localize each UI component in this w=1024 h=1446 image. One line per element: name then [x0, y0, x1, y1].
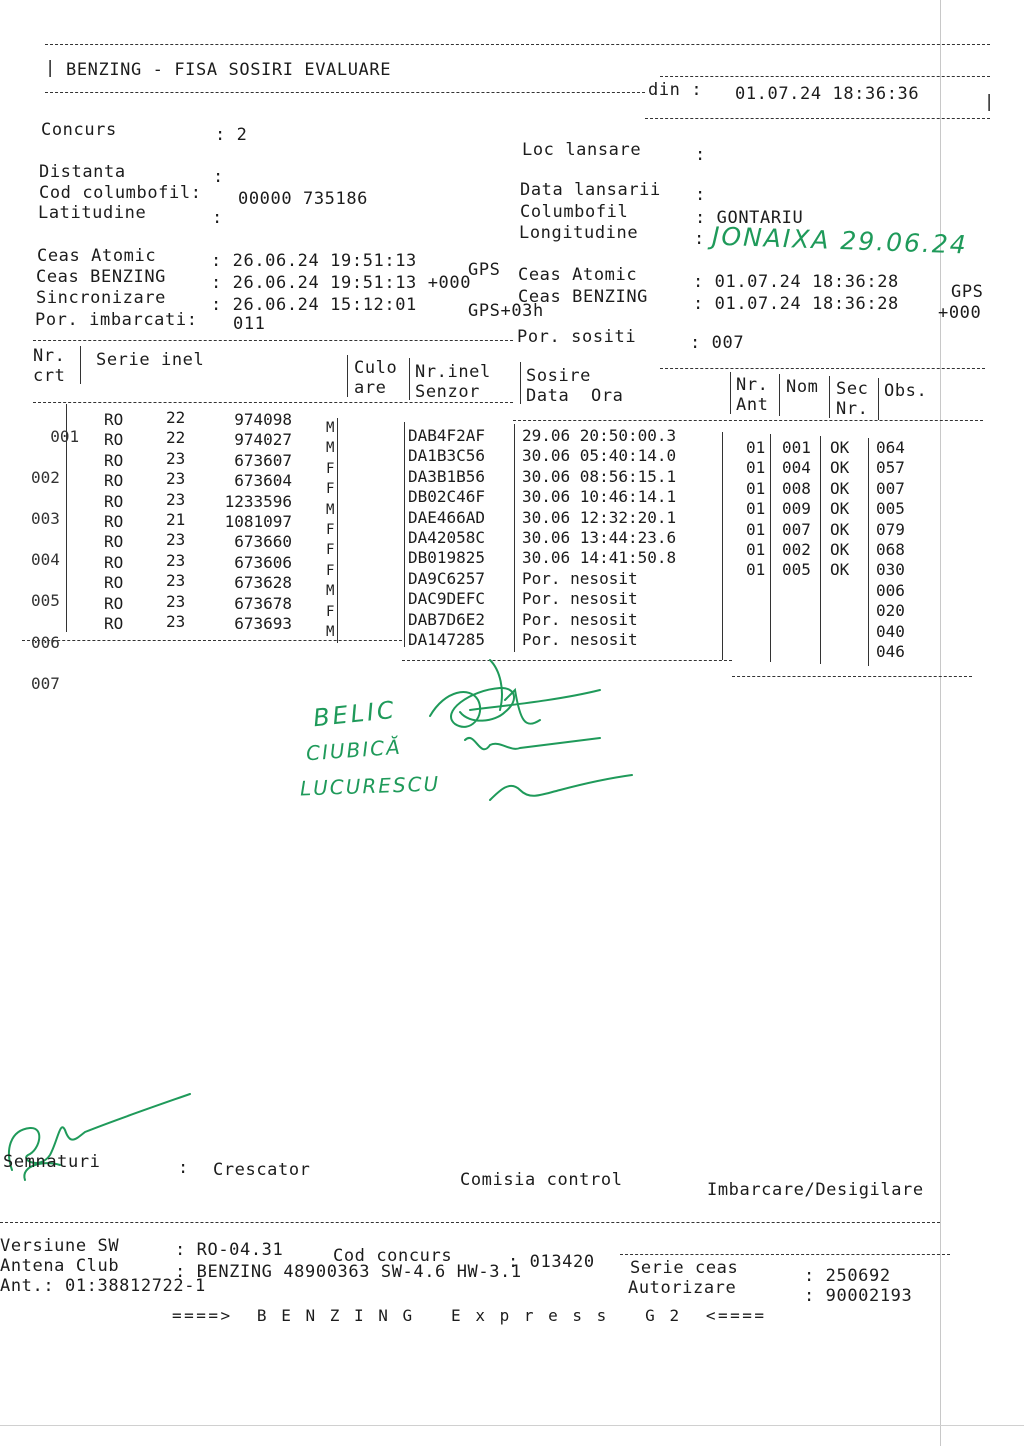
table-cell-an: 23 [166, 571, 186, 591]
paper-edge-bottom [0, 1425, 1024, 1426]
distanta-value: : [213, 167, 224, 187]
table-cell-sosire: Por. nesosit [522, 630, 638, 649]
column-divider [514, 424, 515, 652]
table-cell-an: 23 [166, 550, 186, 570]
column-divider [722, 432, 723, 660]
divider [513, 420, 983, 421]
signature-stroke [490, 775, 632, 800]
ceas-atomic-right-value: : 01.07.24 18:36:28 [693, 272, 899, 292]
distanta-label: Distanta [39, 162, 126, 182]
header-bar: | [45, 58, 56, 78]
table-cell-tara: RO [104, 450, 124, 470]
table-cell-sec: OK [830, 499, 850, 519]
table-cell-tara: RO [104, 430, 124, 450]
table-cell-an: 23 [166, 612, 186, 631]
ceas-benzing-right-value: : 01.07.24 18:36:28 [693, 294, 899, 314]
table-cell-tara: RO [104, 491, 124, 511]
table-cell-tara: RO [104, 512, 124, 531]
table-cell-sec: OK [830, 438, 850, 457]
table-cell-obs: 068 [876, 540, 905, 559]
column-divider [66, 404, 67, 632]
page-title: BENZING - FISA SOSIRI EVALUARE [66, 60, 392, 80]
table-cell-sosire: 30.06 05:40:14.0 [522, 446, 677, 466]
table-cell-an: 23 [166, 530, 186, 550]
ceas-benzing-right-suffix: +000 [938, 303, 982, 323]
loc-lansare-value: : [695, 145, 706, 165]
table-cell-ant: 01 [746, 499, 766, 519]
handwritten-name: BELIC [311, 695, 399, 733]
table-cell-nom: 002 [782, 540, 811, 559]
table-cell-nom: 008 [782, 478, 811, 498]
autorizare-label: Autorizare [628, 1278, 737, 1298]
imbarcare-desigilare-label: Imbarcare/Desigilare [707, 1180, 924, 1200]
col-header-nr-inel-senzor: Nr.inel Senzor [415, 362, 491, 402]
table-cell-tara: RO [104, 410, 124, 429]
ceas-atomic-value: : 26.06.24 19:51:13 [211, 251, 417, 271]
sincronizare-label: Sincronizare [36, 288, 167, 308]
antena-club-value: : BENZING 48900363 SW-4.6 HW-3.1 [175, 1262, 522, 1282]
cod-concurs-label: Cod concurs [333, 1246, 453, 1266]
table-cell-sex: F [326, 562, 335, 579]
table-cell-sex: F [326, 522, 335, 538]
paper-edge [940, 0, 941, 1446]
table-cell-an: 23 [166, 448, 186, 468]
table-cell-nr: 673607 [234, 450, 292, 470]
table-cell-obs: 005 [876, 499, 905, 519]
table-cell-sex: M [326, 420, 335, 436]
divider [0, 1222, 940, 1223]
table-cell-sex: M [326, 583, 335, 600]
nr-crt-cell: 007 [31, 673, 60, 693]
table-cell-senzor: DB02C46F [408, 487, 486, 507]
col-header-serie-inel: Serie inel [96, 350, 205, 370]
table-cell-sec: OK [830, 560, 850, 580]
table-cell-nr: 673604 [234, 471, 292, 491]
sincronizare-value: : 26.06.24 15:12:01 [211, 295, 417, 315]
semnaturi-label: Semnaturi [3, 1152, 101, 1172]
table-cell-nr: 673628 [234, 573, 292, 593]
table-cell-sosire: 30.06 10:46:14.1 [522, 487, 677, 507]
table-cell-sex: F [326, 603, 335, 620]
date-value: 01.07.24 18:36:36 [735, 84, 920, 104]
brand-banner: ====> B E N Z I N G E x p r e s s G 2 <==== [172, 1306, 767, 1325]
sincronizare-suffix: GPS+03h [468, 301, 544, 321]
column-divider [878, 378, 879, 420]
date-label: din : [648, 80, 703, 100]
col-header-nr-crt: Nr. crt [33, 346, 66, 386]
table-cell-ant: 01 [746, 560, 766, 580]
longitudine-value: : [694, 229, 705, 249]
serie-ceas-label: Serie ceas [630, 1258, 739, 1278]
table-cell-sosire: Por. nesosit [522, 568, 638, 588]
table-cell-nr: 1081097 [224, 512, 292, 531]
longitudine-label: Longitudine [519, 223, 639, 243]
table-cell-nr: 974098 [234, 410, 292, 429]
table-cell-sec: OK [830, 540, 850, 559]
table-cell-nr: 1233596 [224, 491, 292, 511]
nr-crt-column [31, 406, 79, 694]
columbofil-label: Columbofil [520, 202, 629, 222]
ceas-atomic-suffix: GPS [468, 260, 501, 280]
table-cell-senzor: DA42058C [408, 528, 486, 547]
antena-club-label: Antena Club [0, 1256, 120, 1276]
signature-stroke [465, 738, 600, 749]
table-cell-obs: 064 [876, 438, 905, 457]
divider [22, 640, 402, 641]
divider [660, 368, 985, 369]
serie-ceas-value: : 250692 [804, 1266, 891, 1286]
nr-crt-cell: 002 [31, 467, 60, 487]
table-cell-tara: RO [104, 573, 124, 593]
table-cell-sosire: Por. nesosit [522, 589, 638, 609]
divider [645, 118, 990, 119]
table-cell-senzor: DAE466AD [408, 507, 486, 527]
table-cell-obs: 040 [876, 621, 905, 641]
column-divider [779, 374, 780, 416]
table-cell-tara: RO [104, 471, 124, 491]
concurs-label: Concurs [41, 120, 117, 140]
table-cell-sec: OK [830, 519, 850, 539]
column-divider [868, 438, 869, 666]
nr-crt-cell: 006 [31, 632, 60, 652]
table-cell-obs: 006 [876, 580, 905, 600]
column-divider [829, 376, 830, 418]
table-cell-senzor: DAB4F2AF [408, 426, 486, 445]
table-cell-nr: 673606 [234, 552, 292, 572]
nr-crt-cell: 005 [31, 591, 60, 611]
table-cell-sex: F [326, 481, 335, 498]
table-cell-an: 23 [166, 469, 186, 489]
ceas-benzing-right-label: Ceas BENZING [518, 287, 649, 307]
signature-stroke [470, 690, 600, 710]
table-cell-an: 23 [166, 591, 186, 611]
table-cell-ant: 01 [746, 478, 766, 498]
table-cell-obs: 007 [876, 478, 905, 498]
table-cell-tara: RO [104, 532, 124, 552]
col-header-nr-ant: Nr. Ant [736, 375, 769, 415]
table-cell-nr: 673660 [234, 532, 292, 552]
table-cell-senzor: DA3B1B56 [408, 466, 486, 486]
ceas-atomic-right-label: Ceas Atomic [518, 265, 638, 285]
semnaturi-colon: : [178, 1158, 189, 1178]
columbofil-value: : GONTARIU [695, 208, 804, 228]
divider [45, 92, 645, 93]
cod-columbofil-label: Cod columbofil: [39, 183, 202, 203]
col-header-sec-nr: Sec Nr. [836, 379, 869, 419]
table-cell-sosire: 30.06 14:41:50.8 [522, 548, 677, 568]
table-cell-sex: M [326, 624, 335, 640]
table-cell-tara: RO [104, 614, 124, 633]
cod-columbofil-value: 00000 735186 [238, 189, 369, 209]
por-imbarcati-label: Por. imbarcati: [35, 310, 198, 330]
autorizare-value: : 90002193 [804, 1286, 913, 1306]
por-sositi-label: Por. sositi [517, 327, 637, 347]
table-cell-nom: 004 [782, 458, 811, 478]
col-header-obs: Obs. [884, 381, 928, 401]
concurs-value: : 2 [215, 125, 248, 145]
column-divider [337, 418, 338, 643]
versiune-sw-value: : RO-04.31 [175, 1240, 284, 1260]
table-cell-senzor: DB019825 [408, 548, 486, 568]
divider [660, 76, 990, 77]
handwritten-note: JONAIXA 29.06.24 [711, 221, 969, 260]
column-divider [409, 358, 410, 400]
nr-crt-cell: 003 [31, 508, 60, 528]
latitudine-label: Latitudine [38, 203, 147, 223]
loc-lansare-label: Loc lansare [522, 140, 642, 160]
table-cell-nom: 009 [782, 499, 811, 519]
divider [732, 676, 972, 677]
table-cell-obs: 046 [876, 642, 905, 661]
data-lansarii-label: Data lansarii [520, 180, 661, 200]
table-cell-senzor: DA147285 [408, 630, 486, 649]
table-cell-senzor: DAB7D6E2 [408, 609, 486, 629]
table-cell-obs: 030 [876, 560, 905, 580]
table-cell-senzor: DA1B3C56 [408, 446, 486, 466]
col-header-nom: Nom [786, 377, 819, 397]
column-divider [404, 422, 405, 647]
table-cell-ant: 01 [746, 458, 766, 478]
handwritten-name: LUCURESCU [299, 771, 441, 801]
ceas-benzing-value: : 26.06.24 19:51:13 +000 [211, 273, 472, 293]
table-cell-nr: 974027 [234, 430, 292, 450]
divider [620, 1254, 950, 1255]
antenna-id: Ant.: 01:38812722-1 [0, 1276, 206, 1296]
table-cell-nom: 007 [782, 519, 811, 539]
table-cell-obs: 079 [876, 519, 905, 539]
divider [45, 44, 990, 45]
table-cell-sosire: 29.06 20:50:00.3 [522, 426, 677, 445]
table-cell-sosire: 30.06 12:32:20.1 [522, 507, 677, 527]
divider [33, 340, 513, 341]
table-cell-ant: 01 [746, 540, 766, 559]
column-divider [770, 434, 771, 662]
table-cell-obs: 020 [876, 601, 905, 621]
table-cell-tara: RO [104, 593, 124, 613]
ceas-benzing-label: Ceas BENZING [36, 267, 167, 287]
por-sositi-value: : 007 [690, 333, 745, 353]
crescator-label: Crescator [213, 1160, 311, 1180]
column-divider [520, 362, 521, 404]
table-cell-nom: 005 [782, 560, 811, 580]
col-header-sosire: Sosire Data Ora [526, 366, 624, 406]
divider [402, 660, 732, 661]
cod-concurs-value: : 013420 [508, 1252, 595, 1272]
nr-crt-cell: 001 [50, 426, 80, 446]
table-cell-an: 22 [166, 428, 186, 448]
table-cell-an: 21 [166, 510, 186, 529]
divider [33, 402, 513, 403]
table-cell-sec: OK [830, 458, 850, 478]
table-cell-senzor: DA9C6257 [408, 568, 486, 588]
table-cell-sosire: 30.06 13:44:23.6 [522, 528, 677, 547]
comisia-control-label: Comisia control [460, 1170, 623, 1190]
ceas-atomic-right-suffix: GPS [951, 282, 984, 302]
table-cell-sex: M [326, 501, 335, 518]
table-cell-sex: F [326, 542, 335, 559]
column-divider [730, 372, 731, 414]
nr-crt-cell: 004 [31, 550, 60, 570]
table-cell-sec: OK [830, 478, 850, 498]
signature-stroke [490, 660, 540, 724]
ceas-atomic-label: Ceas Atomic [37, 246, 157, 266]
table-cell-an: 23 [166, 489, 186, 509]
table-cell-ant: 01 [746, 438, 766, 457]
signature-stroke [430, 688, 514, 727]
header-bar: | [984, 92, 995, 112]
table-cell-sosire: Por. nesosit [522, 609, 638, 629]
table-cell-tara: RO [104, 552, 124, 572]
table-cell-an: 22 [166, 408, 186, 427]
table-cell-obs: 057 [876, 458, 905, 478]
handwritten-name: CIUBICĂ [305, 734, 403, 766]
por-imbarcati-value: 011 [233, 314, 266, 334]
table-cell-nr: 673693 [234, 614, 292, 633]
table-cell-sosire: 30.06 08:56:15.1 [522, 466, 677, 486]
versiune-sw-label: Versiune SW [0, 1236, 120, 1256]
data-lansarii-value: : [695, 185, 706, 205]
latitudine-value: : [212, 208, 223, 228]
table-cell-ant: 01 [746, 519, 766, 539]
column-divider [820, 436, 821, 664]
col-header-culoare: Culo are [354, 358, 398, 398]
table-cell-nom: 001 [782, 438, 811, 457]
column-divider [80, 346, 81, 384]
table-cell-sex: F [326, 460, 335, 477]
table-cell-senzor: DAC9DEFC [408, 589, 486, 609]
table-cell-sex: M [326, 440, 335, 457]
column-divider [347, 355, 348, 397]
table-cell-nr: 673678 [234, 593, 292, 613]
